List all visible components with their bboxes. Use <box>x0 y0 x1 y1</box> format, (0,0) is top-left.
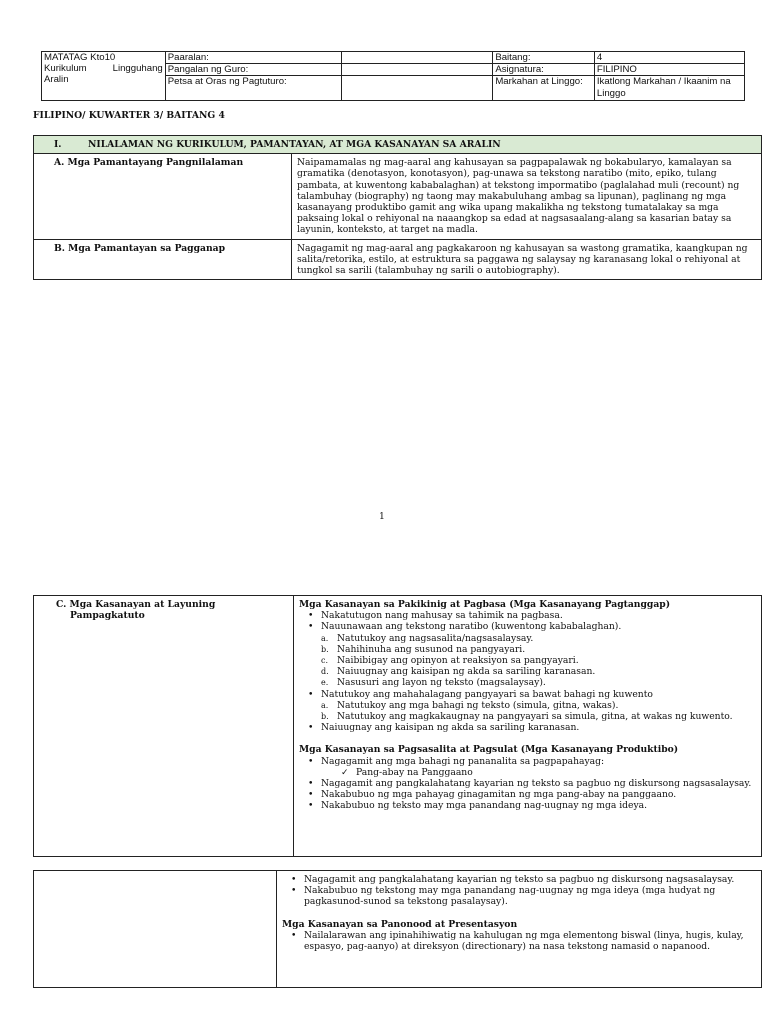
list-item: • Nailalarawan ang ipinahihiwatig na kahulugan ng mga elementong biswal (linya, hugis, kulay, espasyo, pag-aanyo) at direksyon (directionary) na nasa tekstong namasid o napanood. <box>304 930 756 952</box>
sub-list-item <box>321 632 756 644</box>
program-line-1: MATATAG Kto10 <box>44 52 116 63</box>
sub-list-item <box>321 711 756 723</box>
item-letter: e. <box>321 678 329 688</box>
program-line-3: Aralin <box>44 74 69 86</box>
item-text: Natutukoy ang nagsasalita/nagsasalaysay. <box>337 632 534 644</box>
asignatura-value[interactable]: FILIPINO <box>594 64 744 76</box>
petsa-label: Petsa at Oras ng Pagtuturo: <box>165 76 341 101</box>
sub-list-story-parts <box>299 700 756 722</box>
section-1-title: NILALAMAN NG KURIKULUM, PAMANTAYAN, AT MGA KASANAYAN SA ARALIN <box>88 139 501 150</box>
list-item: • Natutukoy ang mahahalagang pangyayari sa bawat bahagi ng kuwento <box>321 689 756 700</box>
row-c-label-line-2: Pampagkatuto <box>70 610 145 622</box>
program-word-lingguhang: Lingguhang <box>112 63 163 75</box>
item-text: Nasusuri ang layon ng teksto (magsalaysay). <box>337 677 546 689</box>
section-1-number: I. <box>54 139 62 150</box>
item-text: Naibibigay ang opinyon at reaksiyon sa pangyayari. <box>337 655 579 667</box>
row-a-text: Naipamamalas ng mag-aaral ang kahusayan sa pagpapalawak ng bokabularyo, kamalayan sa gramatika (denotasyon, konotasyon), pag-unawa sa tekstong naratibo (mito, epiko, tulang pambata, at kuwentong kababalaghan) at tekstong impormatibo (paglalahad muli (recount) ng talambuhay (biography) ng taong may makabuluhang ambag sa lipunan), paglinang ng mga kasanayang produktibo gamit ang wika upang makalikha ng tekstong tumatalakay sa mga paksaing lokal o rehiyonal na naaangkop sa edad at nagsasaalang-alang sa kasarian batay sa layunin, konteksto, at target na madla. <box>292 154 762 239</box>
row-b-label: B. Mga Pamantayan sa Pagganap <box>34 239 292 280</box>
list-item: • Nakabubuo ng teksto may mga panandang nag-uugnay ng mga ideya. <box>321 800 756 811</box>
row-a-label: A. Mga Pamantayang Pangnilalaman <box>34 154 292 239</box>
listening-reading-heading: Mga Kasanayan sa Pakikinig at Pagbasa (Mga Kasanayang Pagtanggap) <box>299 599 671 610</box>
lesson-header-table <box>41 51 745 101</box>
program-cell <box>42 52 166 101</box>
speaking-writing-list-2 <box>299 778 756 812</box>
check-list <box>299 767 756 778</box>
section-continuation-table <box>33 870 762 988</box>
list-item: • Nakabubuo ng mga pahayag ginagamitan ng mga pang-abay na panggaano. <box>321 789 756 800</box>
list-item: • Nagagamit ang pangkalahatang kayarian ng teksto sa pagbuo ng diskursong nagsasalaysay. <box>304 874 756 885</box>
item-letter: b. <box>321 644 329 654</box>
item-letter: c. <box>321 656 329 666</box>
check-item-text: Pang-abay na Panggaano <box>356 766 473 778</box>
speaking-writing-list <box>299 756 756 767</box>
markahan-label: Markahan at Linggo: <box>493 76 595 101</box>
sub-list-item <box>321 655 756 667</box>
continuation-content <box>277 871 762 988</box>
list-item: • Naiuugnay ang kaisipan ng akda sa sariling karanasan. <box>321 722 756 733</box>
paaralan-value[interactable] <box>341 52 493 64</box>
continuation-label-cell <box>34 871 277 988</box>
list-item: • Nagagamit ang pangkalahatang kayarian ng teksto sa pagbuo ng diskursong nagsasalaysay. <box>321 778 756 789</box>
speaking-writing-heading: Mga Kasanayan sa Pagsasalita at Pagsulat (Mga Kasanayang Produktibo) <box>299 744 679 756</box>
section-1-table <box>33 135 762 280</box>
program-word-kurikulum: Kurikulum <box>44 63 87 75</box>
item-text: Natutukoy ang mga bahagi ng teksto (simula, gitna, wakas). <box>337 699 619 711</box>
section-1-heading <box>34 136 762 154</box>
markahan-value[interactable]: Ikatlong Markahan / Ikaanim na Linggo <box>594 76 744 101</box>
sub-list-item <box>321 699 756 711</box>
item-letter: d. <box>321 667 329 677</box>
list-item: • Nauunawaan ang tekstong naratibo (kuwentong kababalaghan). <box>321 621 756 632</box>
sub-list-narrative <box>299 633 756 689</box>
listening-reading-list-3 <box>299 722 756 733</box>
item-text: Nahihinuha ang susunod na pangyayari. <box>337 643 526 655</box>
item-letter: b. <box>321 712 329 722</box>
row-c-label-line-1: C. Mga Kasanayan at Layuning <box>56 599 216 610</box>
list-item: • Nakatutugon nang mahusay sa tahimik na pagbasa. <box>321 610 756 621</box>
sub-list-item <box>321 677 756 689</box>
continuation-list <box>282 874 756 908</box>
asignatura-label: Asignatura: <box>493 64 595 76</box>
viewing-heading: Mga Kasanayan sa Panonood at Presentasyon <box>282 918 518 930</box>
paaralan-label: Paaralan: <box>165 52 341 64</box>
petsa-value[interactable] <box>341 76 493 101</box>
item-text: Natutukoy ang magkakaugnay na pangyayari sa simula, gitna, at wakas ng kuwento. <box>337 711 733 723</box>
quarter-line: FILIPINO/ KUWARTER 3/ BAITANG 4 <box>33 110 225 121</box>
section-c-table <box>33 595 762 857</box>
list-item: • Nakabubuo ng tekstong may mga panandang nag-uugnay ng mga ideya (mga hudyat ng pagkasunod-sunod sa tekstong pasalaysay). <box>304 885 756 907</box>
item-letter: a. <box>321 633 329 643</box>
guro-label: Pangalan ng Guro: <box>165 64 341 76</box>
listening-reading-list-2 <box>299 689 756 700</box>
guro-value[interactable] <box>341 64 493 76</box>
baitang-value[interactable]: 4 <box>594 52 744 64</box>
sub-list-item <box>321 643 756 655</box>
list-item: • Nagagamit ang mga bahagi ng pananalita sa pagpapahayag: <box>321 756 756 767</box>
item-text: Naiuugnay ang kaisipan ng akda sa sariling karanasan. <box>337 666 596 678</box>
row-c-label <box>34 596 294 857</box>
row-c-content <box>294 596 762 857</box>
listening-reading-list <box>299 610 756 632</box>
row-b-text: Nagagamit ng mag-aaral ang pagkakaroon ng kahusayan sa wastong gramatika, kaangkupan ng salita/retorika, estilo, at estruktura sa paggawa ng salaysay ng karanasang lokal o rehiyonal at tungkol sa sarili (talambuhay ng sarili o autobiography). <box>292 239 762 280</box>
program-line-2 <box>44 63 163 74</box>
check-icon: ✓ <box>341 766 349 778</box>
viewing-list <box>282 930 756 952</box>
page-number: 1 <box>379 511 385 522</box>
check-list-item <box>341 766 756 778</box>
baitang-label: Baitang: <box>493 52 595 64</box>
sub-list-item <box>321 666 756 678</box>
item-letter: a. <box>321 700 329 710</box>
